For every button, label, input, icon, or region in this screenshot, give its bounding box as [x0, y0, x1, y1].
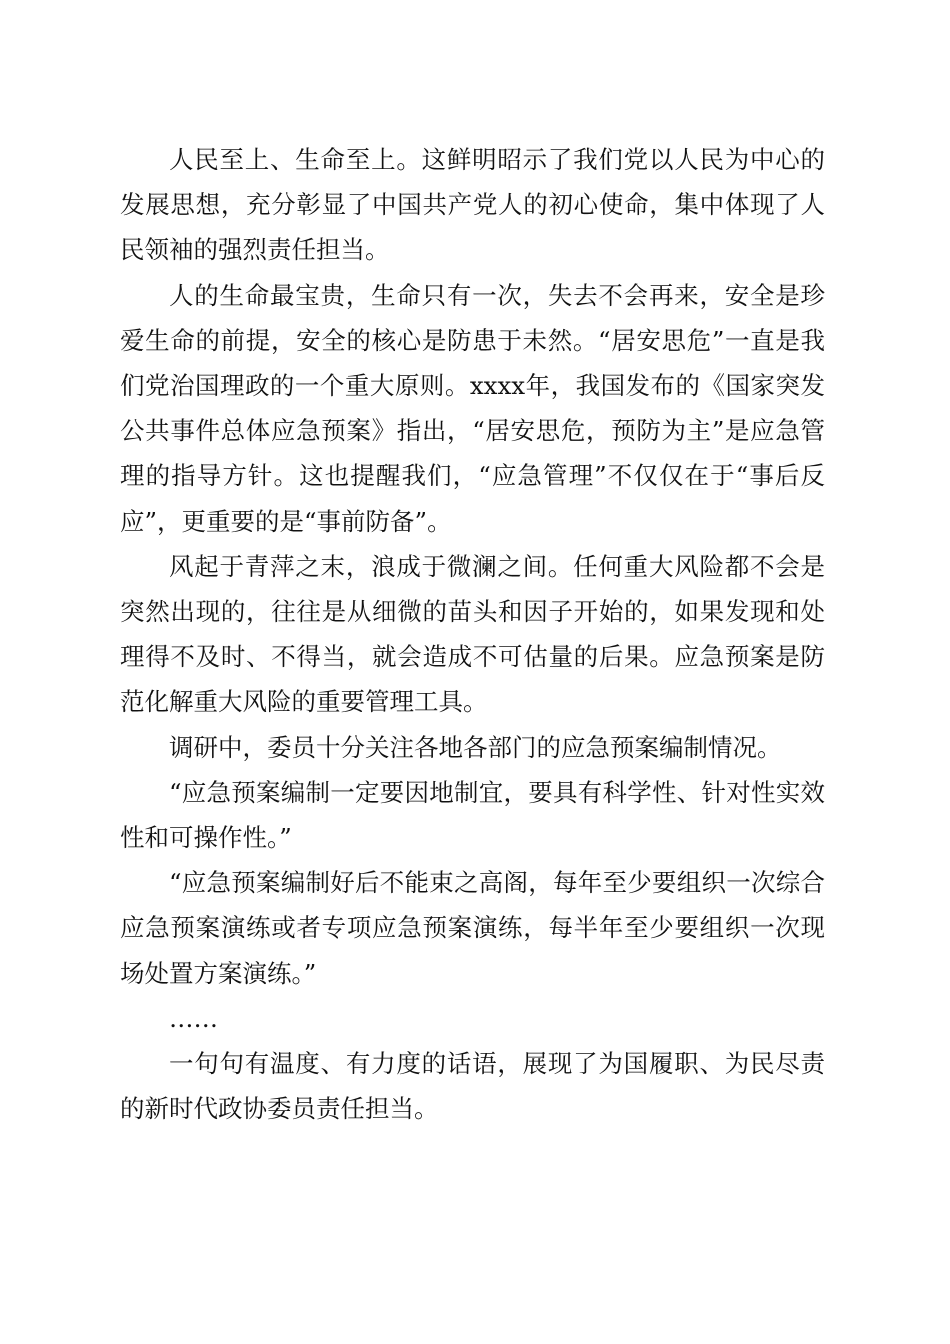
paragraph-research: 调研中，委员十分关注各地各部门的应急预案编制情况。 — [169, 732, 782, 762]
paragraph-life-safety: 人的生命最宝贵，生命只有一次，失去不会再来，安全是珍爱生命的前提，安全的核心是防患于未然。“居安思危”一直是我们党治国理政的一个重大原则。xxxx年，我国发布的《国家突发公共事件总体应急预案》指出，“居安思危，预防为主”是应急管理的指导方针。这也提醒我们，“应急管理”不仅仅在于“事后反应”，更重要的是“事前防备”。 — [120, 280, 825, 536]
paragraph-risk-prevention: 风起于青萍之末，浪成于微澜之间。任何重大风险都不会是突然出现的，往往是从细微的苗头和因子开始的，如果发现和处理得不及时、不得当，就会造成不可估量的后果。应急预案是防范化解重大风险的重要管理工具。 — [120, 551, 825, 717]
paragraph-ellipsis: …… — [169, 1003, 218, 1033]
paragraph-conclusion: 一句句有温度、有力度的话语，展现了为国履职、为民尽责的新时代政协委员责任担当。 — [120, 1049, 825, 1124]
paragraph-quote-1: “应急预案编制一定要因地制宜，要具有科学性、针对性实效性和可操作性。” — [120, 777, 825, 853]
document-body — [120, 137, 825, 1131]
paragraph-people-first: 人民至上、生命至上。这鲜明昭示了我们党以人民为中心的发展思想，充分彰显了中国共产党人的初心使命，集中体现了人民领袖的强烈责任担当。 — [120, 145, 825, 265]
paragraph-quote-2: “应急预案编制好后不能束之高阁，每年至少要组织一次综合应急预案演练或者专项应急预案演练，每半年至少要组织一次现场处置方案演练。” — [120, 868, 825, 988]
